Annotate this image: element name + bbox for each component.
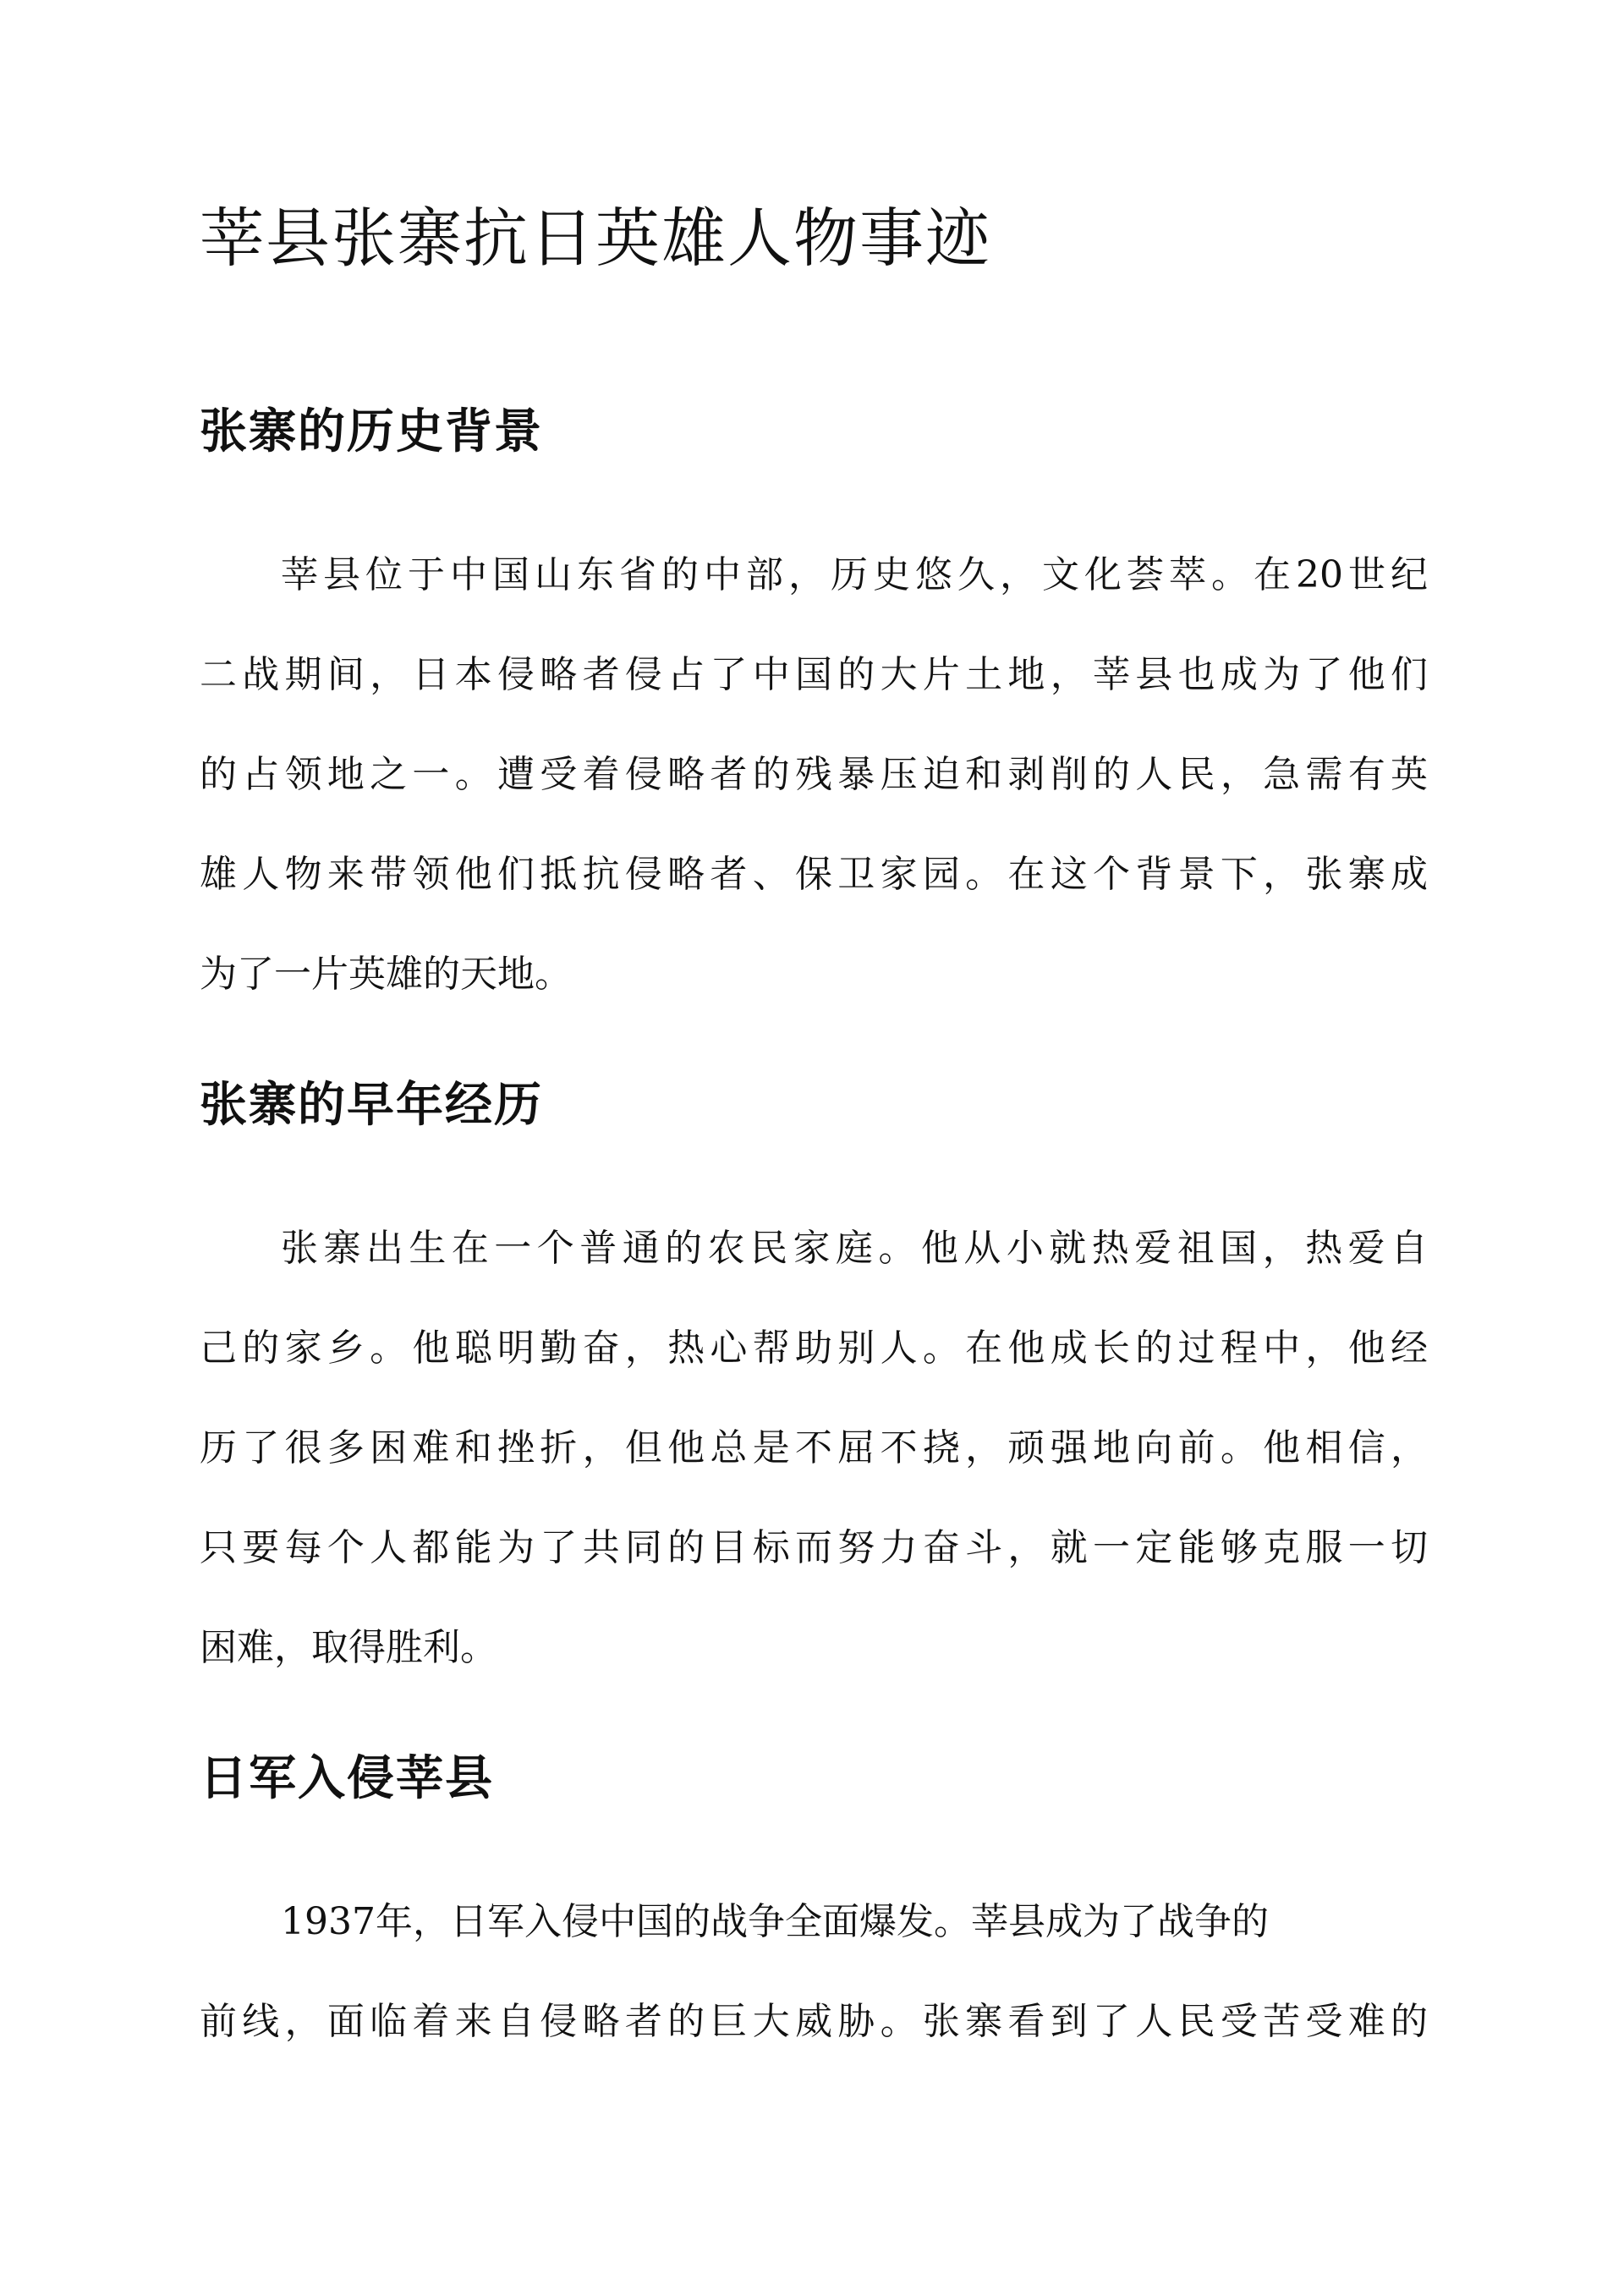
section-heading-japanese-invasion: 日军入侵莘县 <box>200 1750 494 1806</box>
paragraph-line: 张寨出生在一个普通的农民家庭。他从小就热爱祖国，热爱自 <box>281 1227 1428 1270</box>
paragraph-line: 己的家乡。他聪明勤奋，热心帮助别人。在他成长的过程中，他经 <box>200 1327 1428 1370</box>
document-title: 莘县张寨抗日英雄人物事迹 <box>200 200 991 276</box>
paragraph-line: 的占领地之一。遭受着侵略者的残暴压迫和剥削的人民，急需有英 <box>200 753 1428 796</box>
paragraph-line: 二战期间，日本侵略者侵占了中国的大片土地，莘县也成为了他们 <box>200 653 1428 696</box>
paragraph-line: 莘县位于中国山东省的中部，历史悠久，文化荟萃。在20世纪 <box>281 553 1428 596</box>
paragraph-line: 雄人物来带领他们抵抗侵略者、保卫家园。在这个背景下，张寨成 <box>200 853 1428 896</box>
paragraph-line: 前线，面临着来自侵略者的巨大威胁。张寨看到了人民受苦受难的 <box>200 2000 1428 2043</box>
paragraph-line: 1937年，日军入侵中国的战争全面爆发。莘县成为了战争的 <box>281 1900 1269 1943</box>
section-heading-history-background: 张寨的历史背景 <box>200 404 543 459</box>
section-heading-early-life: 张寨的早年经历 <box>200 1077 543 1133</box>
paragraph-line: 只要每个人都能为了共同的目标而努力奋斗，就一定能够克服一切 <box>200 1526 1428 1569</box>
paragraph-line: 历了很多困难和挫折，但他总是不屈不挠，顽强地向前。他相信， <box>200 1426 1428 1469</box>
paragraph-line: 困难，取得胜利。 <box>200 1626 497 1669</box>
paragraph-line: 为了一片英雄的天地。 <box>200 953 572 996</box>
